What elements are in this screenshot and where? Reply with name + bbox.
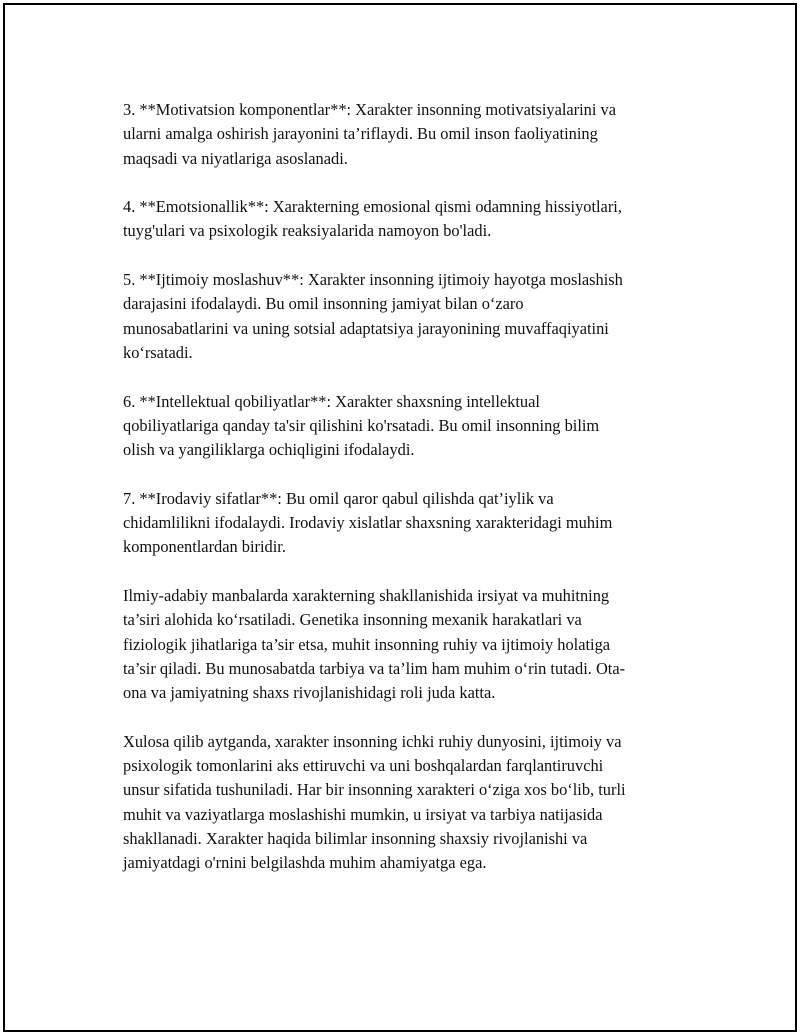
paragraph-xulosa: Xulosa qilib aytganda, xarakter insonning ichki ruhiy dunyosini, ijtimoiy va psixologik tomonlarini aks ettiruvchi va uni boshqalardan farqlantiruvchi unsur sifatida tushuniladi. Har bir insonning xarakteri o‘ziga xos bo‘lib, turli muhit va vaziyatlarga moslashishi mumkin, u irsiyat va tarbiya natijasida shakllanadi. Xarakter haqida bilimlar insonning shaxsiy rivojlanishi va jamiyatdagi o'rnini belgilashda muhim ahamiyatga ega.	[123, 731, 626, 873]
paragraph-motivatsion-komponentlar: 3. **Motivatsion komponentlar**: Xarakter insonning motivatsiyalarini va ularni amalga oshirish jarayonini ta’riflaydi. Bu omil inson faoliyatining maqsadi va niyatlariga asoslanadi.	[123, 100, 616, 168]
document-body	[123, 98, 689, 900]
page-frame	[3, 3, 797, 1032]
paragraph-emotsionallik: 4. **Emotsionallik**: Xarakterning emosional qismi odamning hissiyotlari, tuyg'ulari va psixologik reaksiyalarida namoyon bo'ladi.	[123, 197, 622, 241]
paragraph-irsiyat-va-muhit: Ilmiy-adabiy manbalarda xarakterning shakllanishida irsiyat va muhitning ta’siri alohida ko‘rsatiladi. Genetika insonning mexanik harakatlari va fiziologik jihatlariga ta’sir etsa, muhit insonning ruhiy va ijtimoiy holatiga ta’sir qiladi. Bu munosabatda tarbiya va ta’lim ham muhim o‘rin tutadi. Ota- ona va jamiyatning shaxs rivojlanishidagi roli juda katta.	[123, 585, 626, 703]
paragraph-intellektual-qobiliyatlar: 6. **Intellektual qobiliyatlar**: Xarakter shaxsning intellektual qobiliyatlariga qanday ta'sir qilishini ko'rsatadi. Bu omil insonning bilim olish va yangiliklarga ochiqligini ifodalaydi.	[123, 391, 600, 460]
paragraph-ijtimoiy-moslashuv: 5. **Ijtimoiy moslashuv**: Xarakter insonning ijtimoiy hayotga moslashish darajasini ifodalaydi. Bu omil insonning jamiyat bilan o‘zaro munosabatlarini va uning sotsial adaptatsiya jarayonining muvaffaqiyatini ko‘rsatadi.	[123, 270, 623, 362]
paragraph-irodaviy-sifatlar: 7. **Irodaviy sifatlar**: Bu omil qaror qabul qilishda qat’iylik va chidamlilikni ifodalaydi. Irodaviy xislatlar shaxsning xarakteridagi muhim komponentlardan biridir.	[123, 488, 613, 557]
